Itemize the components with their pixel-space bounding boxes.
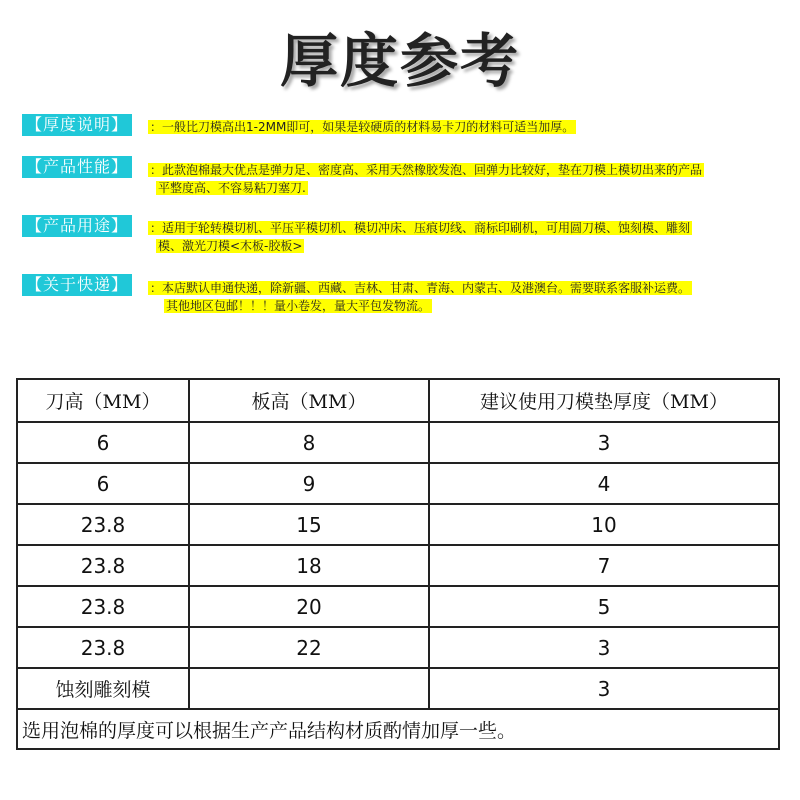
tag-thickness: 【厚度说明】 <box>22 114 132 136</box>
info-thickness <box>22 114 132 136</box>
table-row <box>17 668 779 709</box>
cell-blade-height: 23.8 <box>17 504 189 545</box>
info-performance-text <box>148 161 704 197</box>
info-usage-text <box>148 219 692 255</box>
header-board-height: 板高（MM） <box>189 379 429 422</box>
tag-usage: 【产品用途】 <box>22 215 132 237</box>
cell-thickness: 10 <box>429 504 779 545</box>
cell-board-height: 15 <box>189 504 429 545</box>
cell-board-height <box>189 668 429 709</box>
table-row <box>17 504 779 545</box>
table-header-row <box>17 379 779 422</box>
table-note: 选用泡棉的厚度可以根据生产产品结构材质酌情加厚一些。 <box>17 709 779 749</box>
cell-blade-height: 蚀刻雕刻模 <box>17 668 189 709</box>
cell-board-height: 18 <box>189 545 429 586</box>
cell-blade-height: 23.8 <box>17 627 189 668</box>
cell-thickness: 3 <box>429 668 779 709</box>
desc-line: ：此款泡棉最大优点是弹力足、密度高、采用天然橡胶发泡、回弹力比较好，垫在刀模上模切出来的产品 <box>150 163 703 177</box>
info-thickness-text <box>148 118 576 136</box>
tag-shipping: 【关于快递】 <box>22 274 132 296</box>
header-blade-height: 刀高（MM） <box>17 379 189 422</box>
info-shipping-text <box>148 279 692 315</box>
table-row <box>17 545 779 586</box>
cell-board-height: 9 <box>189 463 429 504</box>
cell-board-height: 20 <box>189 586 429 627</box>
cell-thickness: 4 <box>429 463 779 504</box>
info-performance <box>22 156 132 178</box>
desc-line: 平整度高、不容易粘刀塞刀. <box>158 181 306 195</box>
cell-board-height: 8 <box>189 422 429 463</box>
table-row <box>17 463 779 504</box>
desc-line: ：本店默认申通快递，除新疆、西藏、吉林、甘肃、青海、内蒙古、及港澳台。需要联系客服补运费。 <box>150 281 691 295</box>
info-usage <box>22 215 132 237</box>
info-shipping <box>22 274 132 296</box>
desc-line: ：一般比刀模高出1-2MM即可，如果是较硬质的材料易卡刀的材料可适当加厚。 <box>150 120 575 134</box>
desc-line: 其他地区包邮！！！量小卷发，量大平包发物流。 <box>166 299 431 313</box>
page-title: 厚度参考 <box>279 27 520 95</box>
cell-thickness: 3 <box>429 422 779 463</box>
cell-thickness: 7 <box>429 545 779 586</box>
table-row <box>17 422 779 463</box>
tag-performance: 【产品性能】 <box>22 156 132 178</box>
cell-board-height: 22 <box>189 627 429 668</box>
desc-line: ：适用于轮转模切机、平压平模切机、模切冲床、压痕切线、商标印刷机，可用圆刀模、蚀刻模、雕刻 <box>150 221 691 235</box>
table-row <box>17 627 779 668</box>
cell-thickness: 3 <box>429 627 779 668</box>
table-note-row <box>17 709 779 749</box>
thickness-table <box>16 378 780 750</box>
cell-blade-height: 23.8 <box>17 586 189 627</box>
table-row <box>17 586 779 627</box>
cell-blade-height: 23.8 <box>17 545 189 586</box>
cell-blade-height: 6 <box>17 463 189 504</box>
desc-line: 模、激光刀模<木板-胶板> <box>158 239 303 253</box>
header-recommended-thickness: 建议使用刀模垫厚度（MM） <box>429 379 779 422</box>
cell-blade-height: 6 <box>17 422 189 463</box>
cell-thickness: 5 <box>429 586 779 627</box>
